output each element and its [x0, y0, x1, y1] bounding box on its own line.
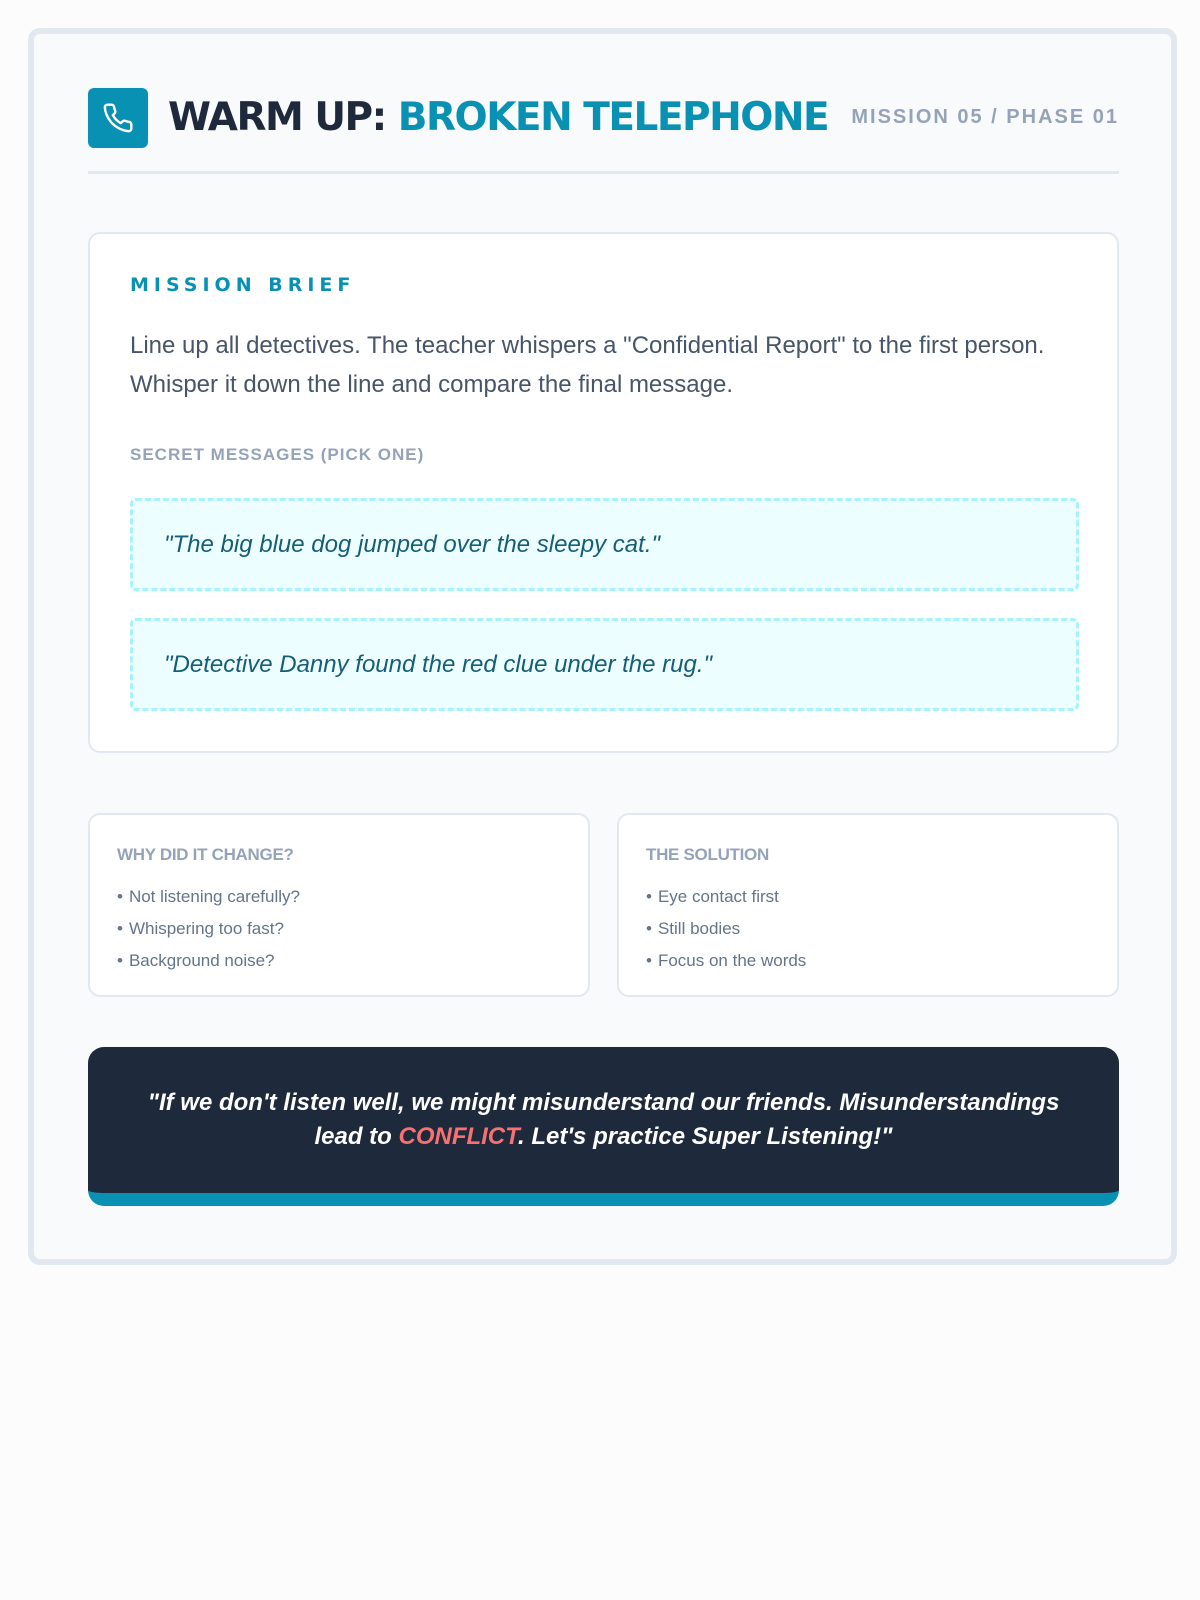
quote-banner — [88, 1047, 1119, 1206]
slide-header — [88, 88, 1119, 174]
why-card-title: WHY DID IT CHANGE? — [117, 845, 294, 864]
secret-message-2: "Detective Danny found the red clue under the rug." — [130, 618, 1079, 711]
mission-brief-text: Line up all detectives. The teacher whispers a "Confidential Report" to the first person. Whisper it down the line and compare the final message. — [130, 332, 1045, 398]
secret-message-1: "The big blue dog jumped over the sleepy cat." — [130, 498, 1079, 591]
mission-brief-card — [88, 232, 1119, 753]
title-accent: BROKEN TELEPHONE — [397, 95, 829, 140]
list-item: • Whispering too fast? — [117, 913, 300, 945]
quote-highlight: CONFLICT — [398, 1123, 519, 1150]
quote-after: . Let's practice Super Listening!" — [518, 1123, 893, 1150]
list-item: • Still bodies — [646, 913, 806, 945]
why-card-list — [117, 881, 300, 977]
phone-icon — [102, 102, 134, 134]
mission-brief-heading: MISSION BRIEF — [130, 274, 356, 296]
why-did-it-change-card — [88, 813, 590, 997]
secret-messages-label: SECRET MESSAGES (PICK ONE) — [130, 445, 425, 464]
solution-card — [617, 813, 1119, 997]
page-title — [168, 92, 828, 144]
list-item: • Eye contact first — [646, 881, 806, 913]
title-prefix: WARM UP: — [168, 95, 398, 140]
mission-phase-label: MISSION 05 / PHASE 01 — [851, 106, 1119, 128]
warmup-slide — [28, 28, 1177, 1265]
phone-badge — [88, 88, 148, 148]
quote-before: "If we don't listen well, we might misunderstand our friends. Misunderstandings lead to — [147, 1089, 1060, 1150]
solution-card-list — [646, 881, 806, 977]
list-item: • Focus on the words — [646, 945, 806, 977]
list-item: • Not listening carefully? — [117, 881, 300, 913]
quote-text — [124, 1086, 1083, 1154]
list-item: • Background noise? — [117, 945, 300, 977]
solution-card-title: THE SOLUTION — [646, 845, 769, 864]
